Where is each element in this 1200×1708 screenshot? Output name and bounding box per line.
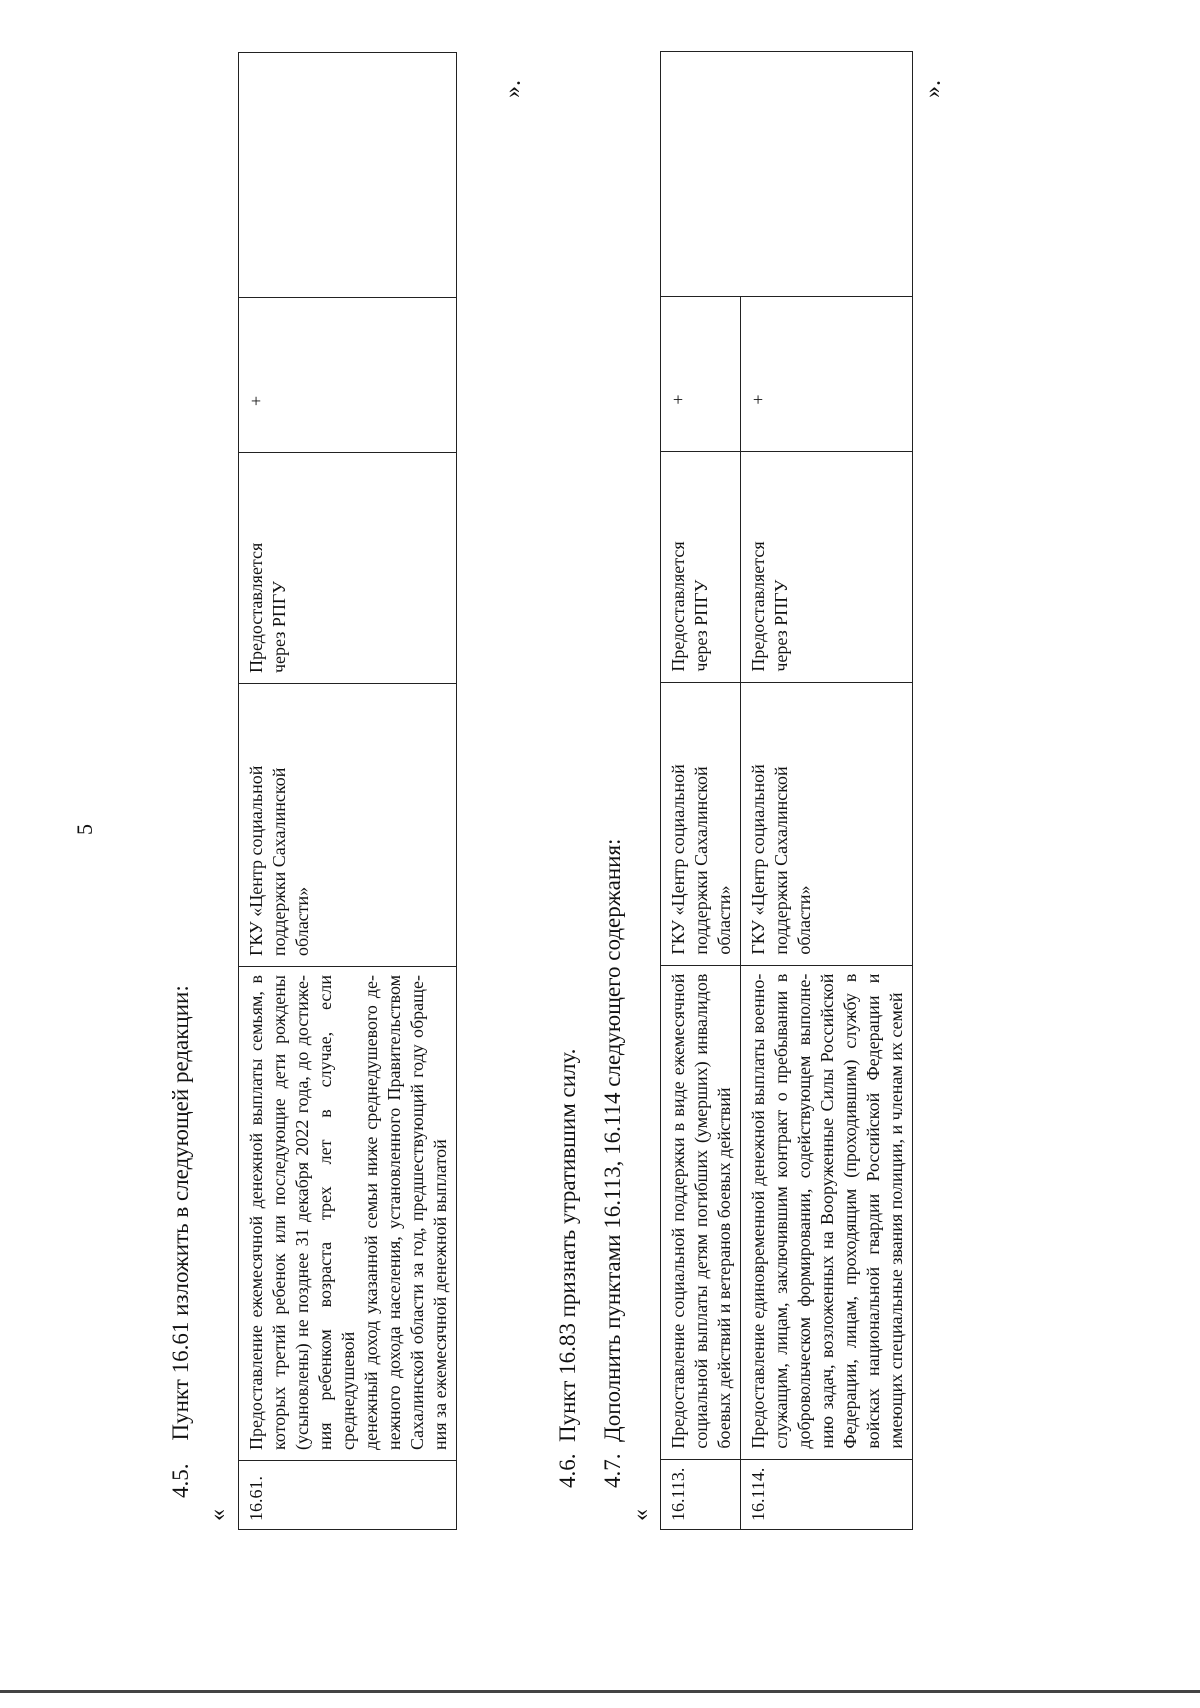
empty-cell [239,53,457,298]
plus-mark: + [661,296,741,451]
provision-note: Предоставляется через РПГУ [741,451,913,682]
opening-quote: « [628,1509,654,1521]
paragraph-number: 4.6. [555,1453,580,1488]
paragraph-4-7 [600,839,626,1488]
paragraph-text: Пункт 16.61 изложить в следующей редакции: [168,985,193,1441]
table-row [239,53,457,1530]
paragraph-number: 4.7. [600,1453,625,1488]
page-number: 5 [72,824,97,835]
empty-cell [661,51,913,296]
service-description: Предоставление единовременной денежной выплаты военно- служащим, лицам, заключившим контракт о пребывании в добровольческом формировании, содействующем выполне- нию задач, возложенных на Вооруженные Силы Российской Федерации, лицам, проходящим (проходившим) службу в войсках национальной гвардии Российской Федерации и имеющих специальные звания полиции, и членам их семей [741,965,913,1459]
service-description: Предоставление ежемесячной денежной выплаты семьям, в которых третий ребенок или последующие дети рождены (усыновлены) не позднее 31 декабря 2022 года, до достиже- ния ребенком возраста трех лет в случае, если среднедушевой денежный доход указанной семьи ниже среднедушевого де- нежного дохода населения, установленного Правительством Сахалинской области за год, предшествующий году обраще- ния за ежемесячной денежной выплатой [239,967,457,1461]
provision-note: Предоставляется через РПГУ [661,451,741,682]
scan-edge-line [0,1690,1200,1693]
paragraph-text: Пункт 16.83 признать утратившим силу. [555,1048,580,1442]
paragraph-4-6 [555,1049,581,1488]
closing-quote: ». [500,80,526,98]
responsible-organization: ГКУ «Центр социальной поддержки Сахалинской области» [741,682,913,965]
paragraph-number: 4.5. [168,1463,193,1498]
paragraph-4-5 [168,985,194,1498]
responsible-organization: ГКУ «Центр социальной поддержки Сахалинской области» [239,684,457,967]
plus-mark: + [741,296,913,451]
responsible-organization: ГКУ «Центр социальной поддержки Сахалинской области» [661,682,741,965]
closing-quote: ». [920,80,946,98]
paragraph-text: Дополнить пунктами 16.113, 16.114 следующего содержания: [600,838,625,1442]
item-number: 16.61. [239,1461,457,1530]
plus-mark: + [239,298,457,453]
service-description: Предоставление социальной поддержки в виде ежемесячной социальной выплаты детям погибших (умерших) инвалидов боевых действий и ветеранов боевых действий [661,965,741,1459]
item-number: 16.113. [661,1459,741,1529]
item-number: 16.114. [741,1459,913,1529]
provision-note: Предоставляется через РПГУ [239,453,457,684]
table-row [661,51,741,1529]
table-item-16-61 [238,52,457,1530]
opening-quote: « [205,1509,231,1521]
table-items-16-113-16-114 [660,51,913,1530]
